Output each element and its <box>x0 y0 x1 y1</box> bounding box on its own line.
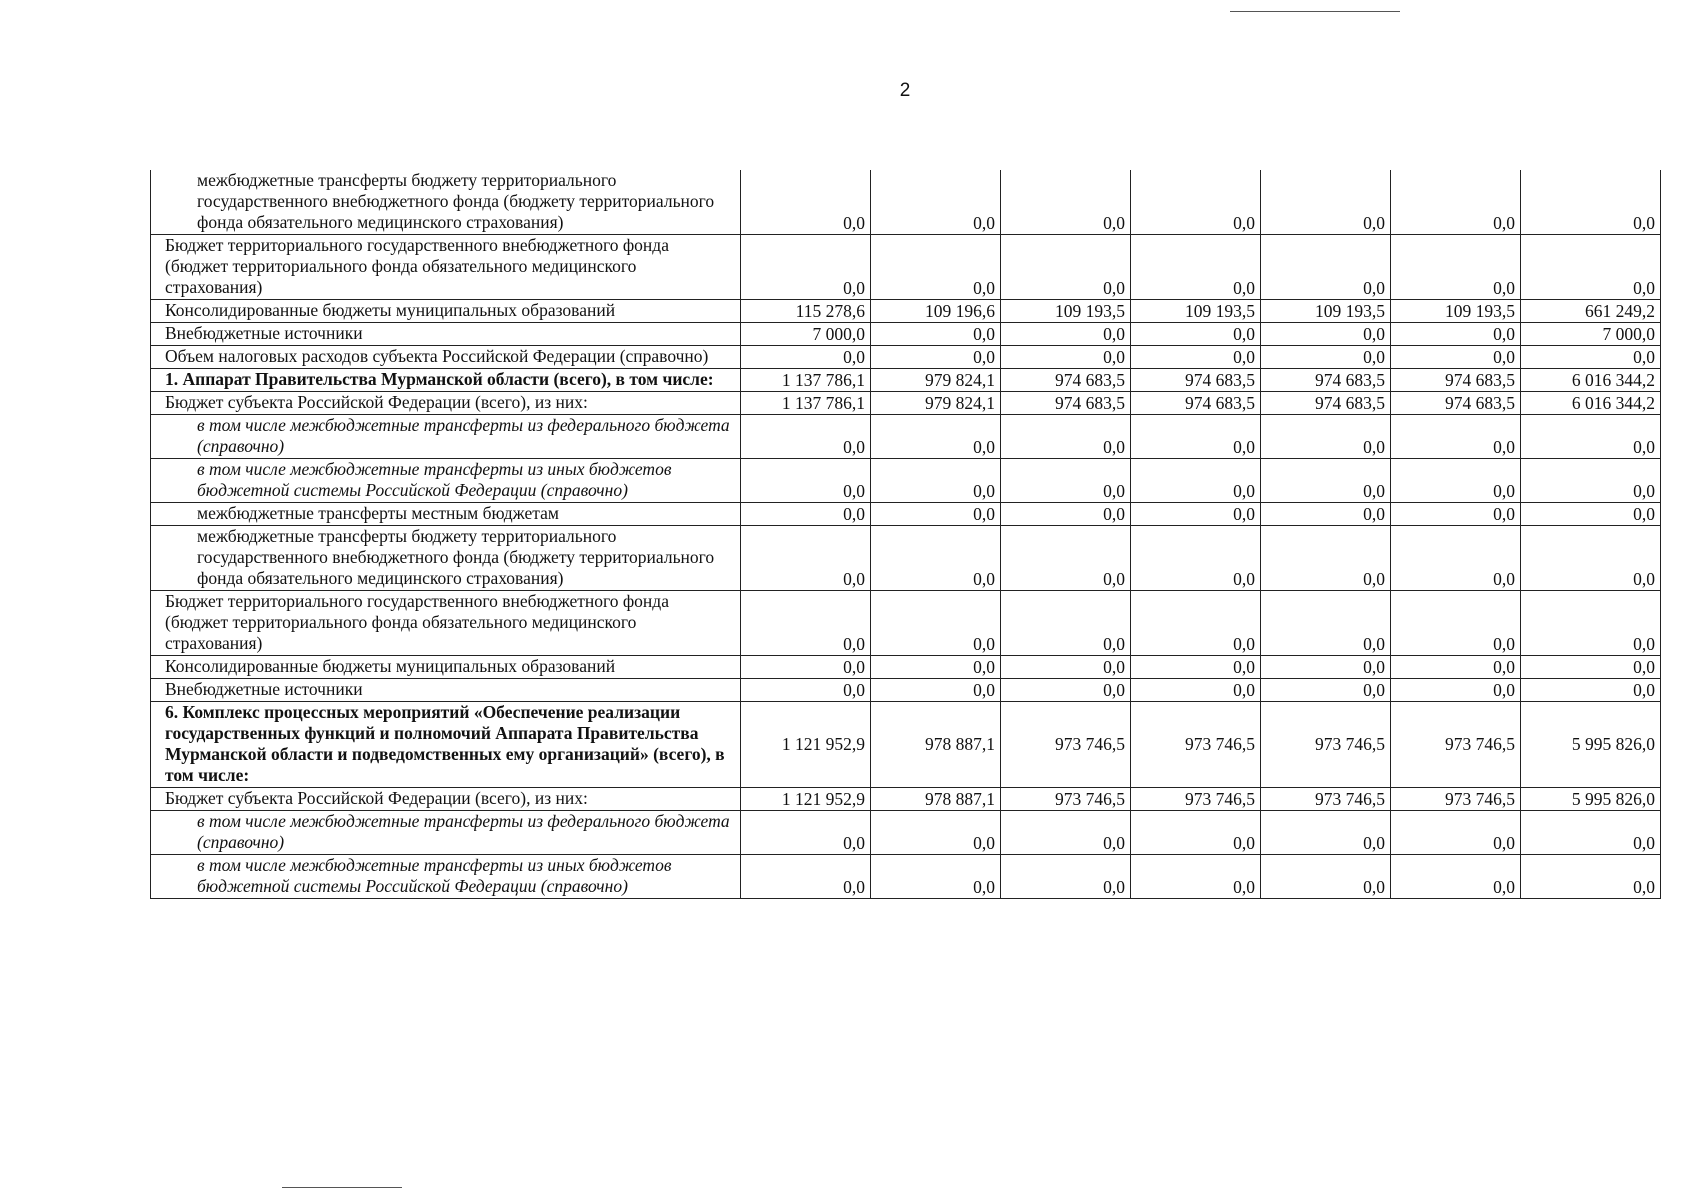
row-value: 0,0 <box>1391 415 1521 459</box>
row-value: 0,0 <box>1131 503 1261 526</box>
row-value: 0,0 <box>741 346 871 369</box>
row-value: 0,0 <box>871 855 1001 899</box>
table-row <box>151 369 1661 392</box>
row-total-value: 0,0 <box>1521 235 1661 300</box>
table-row <box>151 300 1661 323</box>
row-value: 0,0 <box>741 235 871 300</box>
row-value: 109 193,5 <box>1131 300 1261 323</box>
row-total-value: 0,0 <box>1521 855 1661 899</box>
row-total-value: 0,0 <box>1521 811 1661 855</box>
row-value: 973 746,5 <box>1391 702 1521 788</box>
row-value: 0,0 <box>871 811 1001 855</box>
row-value: 974 683,5 <box>1001 369 1131 392</box>
row-value: 0,0 <box>1131 855 1261 899</box>
row-label: Внебюджетные источники <box>151 323 741 346</box>
row-label: Внебюджетные источники <box>151 679 741 702</box>
row-label: 6. Комплекс процессных мероприятий «Обеспечение реализации государственных функций и полномочий Аппарата Правительства Мурманской области и подведомственных ему организаций» (всего), в том числе: <box>151 702 741 788</box>
row-value: 0,0 <box>1001 503 1131 526</box>
row-value: 0,0 <box>741 526 871 591</box>
row-value: 0,0 <box>1001 591 1131 656</box>
row-value: 0,0 <box>1261 526 1391 591</box>
row-value: 0,0 <box>871 323 1001 346</box>
row-value: 1 121 952,9 <box>741 702 871 788</box>
row-value: 0,0 <box>1261 503 1391 526</box>
row-label: Бюджет субъекта Российской Федерации (всего), из них: <box>151 392 741 415</box>
row-total-value: 5 995 826,0 <box>1521 788 1661 811</box>
row-value: 974 683,5 <box>1261 392 1391 415</box>
row-value: 0,0 <box>871 346 1001 369</box>
row-label: межбюджетные трансферты бюджету территориального государственного внебюджетного фонда (бюджету территориального фонда обязательного медицинского страхования) <box>151 170 741 235</box>
row-total-value: 0,0 <box>1521 656 1661 679</box>
row-value: 0,0 <box>1131 679 1261 702</box>
row-value: 973 746,5 <box>1391 788 1521 811</box>
row-label: Бюджет территориального государственного внебюджетного фонда (бюджет территориального фонда обязательного медицинского страхования) <box>151 591 741 656</box>
row-total-value: 0,0 <box>1521 170 1661 235</box>
row-value: 974 683,5 <box>1001 392 1131 415</box>
table-row <box>151 679 1661 702</box>
row-total-value: 0,0 <box>1521 526 1661 591</box>
row-value: 115 278,6 <box>741 300 871 323</box>
row-value: 0,0 <box>741 459 871 503</box>
row-total-value: 0,0 <box>1521 591 1661 656</box>
row-value: 0,0 <box>1131 235 1261 300</box>
row-value: 974 683,5 <box>1131 369 1261 392</box>
row-value: 0,0 <box>1261 679 1391 702</box>
row-total-value: 661 249,2 <box>1521 300 1661 323</box>
row-value: 0,0 <box>1391 170 1521 235</box>
row-value: 0,0 <box>1001 679 1131 702</box>
table-row <box>151 459 1661 503</box>
table-body <box>151 170 1661 899</box>
table-row <box>151 503 1661 526</box>
row-value: 979 824,1 <box>871 392 1001 415</box>
row-value: 0,0 <box>1261 170 1391 235</box>
row-value: 0,0 <box>1391 811 1521 855</box>
row-value: 0,0 <box>1001 855 1131 899</box>
row-value: 0,0 <box>871 503 1001 526</box>
row-value: 973 746,5 <box>1001 702 1131 788</box>
row-value: 0,0 <box>1131 526 1261 591</box>
row-value: 0,0 <box>1391 855 1521 899</box>
row-value: 109 196,6 <box>871 300 1001 323</box>
row-value: 0,0 <box>741 503 871 526</box>
table-row <box>151 170 1661 235</box>
table-row <box>151 323 1661 346</box>
row-value: 109 193,5 <box>1001 300 1131 323</box>
row-value: 0,0 <box>741 811 871 855</box>
table-row <box>151 591 1661 656</box>
row-total-value: 0,0 <box>1521 503 1661 526</box>
row-value: 0,0 <box>871 235 1001 300</box>
row-value: 973 746,5 <box>1261 788 1391 811</box>
row-value: 0,0 <box>871 526 1001 591</box>
row-label: в том числе межбюджетные трансферты из федерального бюджета (справочно) <box>151 415 741 459</box>
row-value: 974 683,5 <box>1131 392 1261 415</box>
row-value: 0,0 <box>1261 591 1391 656</box>
row-value: 974 683,5 <box>1391 392 1521 415</box>
row-value: 0,0 <box>1391 323 1521 346</box>
table-row <box>151 235 1661 300</box>
row-value: 0,0 <box>741 415 871 459</box>
row-value: 1 121 952,9 <box>741 788 871 811</box>
row-label: в том числе межбюджетные трансферты из иных бюджетов бюджетной системы Российской Федерации (справочно) <box>151 855 741 899</box>
row-label: Консолидированные бюджеты муниципальных образований <box>151 300 741 323</box>
row-value: 0,0 <box>741 855 871 899</box>
row-value: 0,0 <box>1001 170 1131 235</box>
table-row <box>151 788 1661 811</box>
row-value: 0,0 <box>1261 415 1391 459</box>
row-value: 7 000,0 <box>741 323 871 346</box>
table-row <box>151 415 1661 459</box>
row-label: Объем налоговых расходов субъекта Российской Федерации (справочно) <box>151 346 741 369</box>
row-value: 0,0 <box>1261 346 1391 369</box>
row-total-value: 0,0 <box>1521 415 1661 459</box>
row-label: межбюджетные трансферты местным бюджетам <box>151 503 741 526</box>
row-label: межбюджетные трансферты бюджету территориального государственного внебюджетного фонда (бюджету территориального фонда обязательного медицинского страхования) <box>151 526 741 591</box>
row-value: 0,0 <box>1131 346 1261 369</box>
table-row <box>151 526 1661 591</box>
row-value: 0,0 <box>1131 323 1261 346</box>
row-value: 0,0 <box>741 170 871 235</box>
table-row <box>151 702 1661 788</box>
table-row <box>151 346 1661 369</box>
row-total-value: 0,0 <box>1521 459 1661 503</box>
row-value: 0,0 <box>1001 459 1131 503</box>
row-label: Бюджет территориального государственного внебюджетного фонда (бюджет территориального фонда обязательного медицинского страхования) <box>151 235 741 300</box>
row-value: 973 746,5 <box>1261 702 1391 788</box>
row-value: 0,0 <box>871 459 1001 503</box>
row-value: 0,0 <box>741 679 871 702</box>
row-value: 974 683,5 <box>1391 369 1521 392</box>
row-value: 0,0 <box>871 415 1001 459</box>
scan-mark-bottom <box>282 1187 402 1188</box>
row-total-value: 5 995 826,0 <box>1521 702 1661 788</box>
row-value: 0,0 <box>871 679 1001 702</box>
row-label: в том числе межбюджетные трансферты из иных бюджетов бюджетной системы Российской Федерации (справочно) <box>151 459 741 503</box>
row-value: 0,0 <box>871 170 1001 235</box>
row-value: 0,0 <box>1001 323 1131 346</box>
row-value: 109 193,5 <box>1391 300 1521 323</box>
row-value: 0,0 <box>1131 459 1261 503</box>
row-value: 0,0 <box>1391 346 1521 369</box>
row-value: 0,0 <box>1391 459 1521 503</box>
row-value: 978 887,1 <box>871 788 1001 811</box>
table-row <box>151 656 1661 679</box>
row-value: 0,0 <box>1391 235 1521 300</box>
budget-table <box>150 170 1661 899</box>
row-value: 0,0 <box>1001 415 1131 459</box>
table-row <box>151 855 1661 899</box>
row-value: 973 746,5 <box>1131 788 1261 811</box>
row-label: 1. Аппарат Правительства Мурманской области (всего), в том числе: <box>151 369 741 392</box>
table-row <box>151 392 1661 415</box>
row-value: 0,0 <box>1001 346 1131 369</box>
row-value: 109 193,5 <box>1261 300 1391 323</box>
row-value: 0,0 <box>1261 811 1391 855</box>
row-value: 0,0 <box>1131 656 1261 679</box>
row-value: 974 683,5 <box>1261 369 1391 392</box>
row-value: 1 137 786,1 <box>741 392 871 415</box>
row-value: 979 824,1 <box>871 369 1001 392</box>
row-value: 0,0 <box>1261 855 1391 899</box>
page-number: 2 <box>899 80 911 101</box>
row-value: 0,0 <box>1131 591 1261 656</box>
row-value: 0,0 <box>1261 235 1391 300</box>
row-value: 978 887,1 <box>871 702 1001 788</box>
row-value: 0,0 <box>1001 235 1131 300</box>
row-label: в том числе межбюджетные трансферты из федерального бюджета (справочно) <box>151 811 741 855</box>
table-row <box>151 811 1661 855</box>
scan-mark-top <box>1230 11 1400 12</box>
row-value: 0,0 <box>1001 656 1131 679</box>
row-value: 0,0 <box>871 656 1001 679</box>
row-value: 0,0 <box>1261 459 1391 503</box>
row-label: Бюджет субъекта Российской Федерации (всего), из них: <box>151 788 741 811</box>
row-value: 0,0 <box>1391 679 1521 702</box>
row-value: 1 137 786,1 <box>741 369 871 392</box>
row-label: Консолидированные бюджеты муниципальных образований <box>151 656 741 679</box>
row-value: 0,0 <box>1391 526 1521 591</box>
row-value: 973 746,5 <box>1001 788 1131 811</box>
row-total-value: 7 000,0 <box>1521 323 1661 346</box>
row-value: 0,0 <box>1391 591 1521 656</box>
row-value: 0,0 <box>1261 323 1391 346</box>
row-value: 0,0 <box>741 591 871 656</box>
row-value: 0,0 <box>1131 811 1261 855</box>
row-value: 0,0 <box>1131 170 1261 235</box>
row-total-value: 6 016 344,2 <box>1521 369 1661 392</box>
row-value: 0,0 <box>871 591 1001 656</box>
row-value: 0,0 <box>1261 656 1391 679</box>
row-value: 0,0 <box>1391 503 1521 526</box>
row-total-value: 6 016 344,2 <box>1521 392 1661 415</box>
row-total-value: 0,0 <box>1521 346 1661 369</box>
row-value: 0,0 <box>1131 415 1261 459</box>
row-value: 973 746,5 <box>1131 702 1261 788</box>
row-value: 0,0 <box>741 656 871 679</box>
row-total-value: 0,0 <box>1521 679 1661 702</box>
row-value: 0,0 <box>1391 656 1521 679</box>
row-value: 0,0 <box>1001 811 1131 855</box>
row-value: 0,0 <box>1001 526 1131 591</box>
